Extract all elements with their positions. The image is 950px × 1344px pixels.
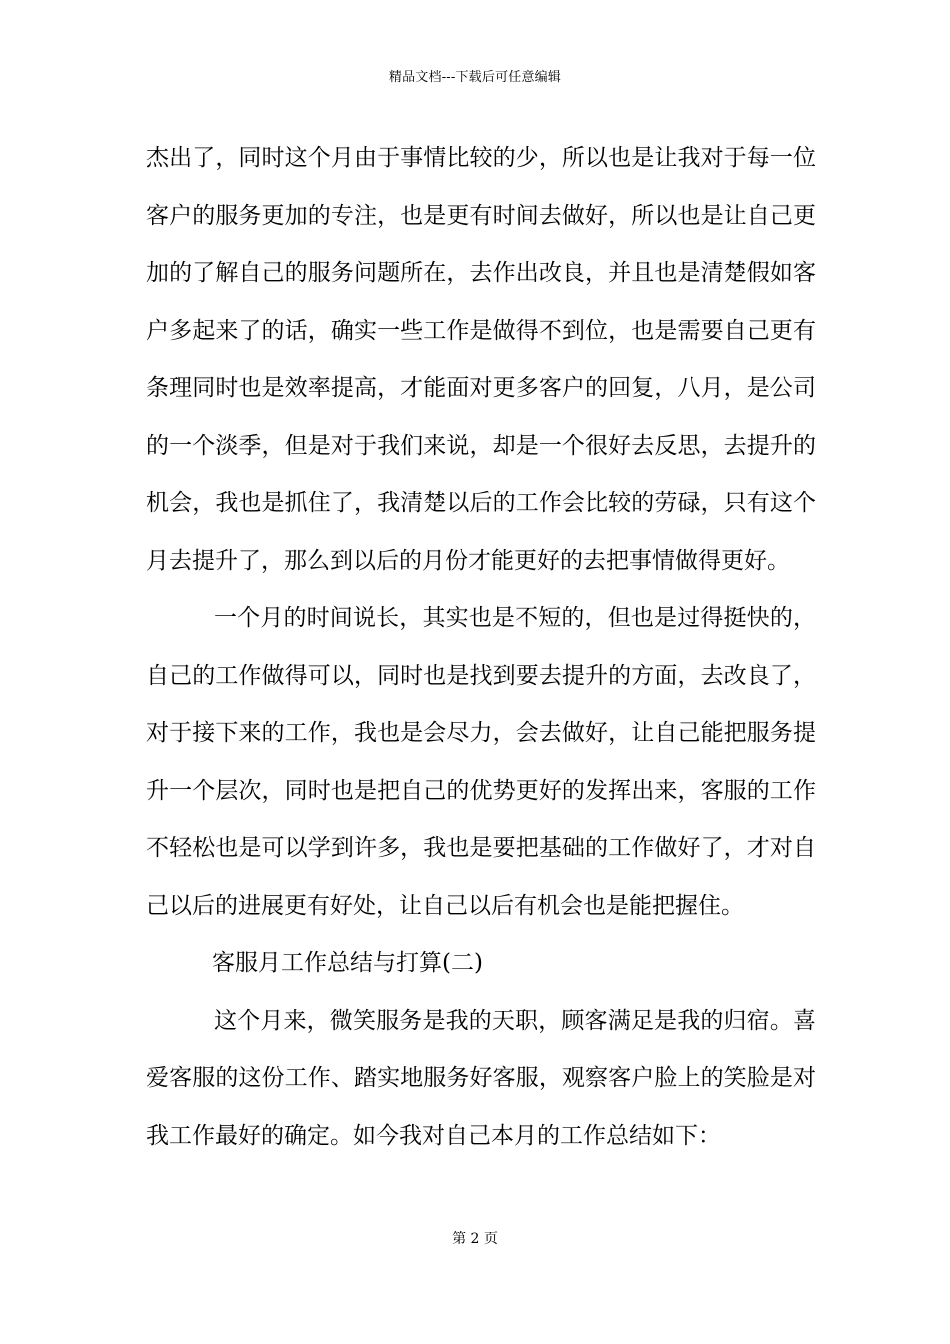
section-heading: 客服月工作总结与打算(二) bbox=[212, 950, 483, 976]
paragraph-continuation: 杰出了，同时这个月由于事情比较的少，所以也是让我对于每一位客户的服务更加的专注，也是更有时间去做好，所以也是让自己更加的了解自己的服务问题所在，去作出改良，并且也是清楚假如客户多起来了的话，确实一些工作是做得不到位，也是需要自己更有条理同时也是效率提高，才能面对更多客户的回复，八月，是公司的一个淡季，但是对于我们来说，却是一个很好去反思，去提升的机会，我也是抓住了，我清楚以后的工作会比较的劳碌，只有这个月去提升了，那么到以后的月份才能更好的去把事情做得更好。 bbox=[146, 145, 816, 574]
page-header: 精品文档---下载后可任意编辑 bbox=[388, 70, 562, 85]
page-number: 第 2 页 bbox=[452, 1231, 498, 1247]
document-body bbox=[146, 130, 816, 1165]
paragraph-summary: 一个月的时间说长，其实也是不短的，但也是过得挺快的，自己的工作做得可以，同时也是找到要去提升的方面，去改良了，对于接下来的工作，我也是会尽力，会去做好，让自己能把服务提升一个层次，同时也是把自己的优势更好的发挥出来，客服的工作不轻松也是可以学到许多，我也是要把基础的工作做好了，才对自己以后的进展更有好处，让自己以后有机会也是能把握住。 bbox=[146, 605, 816, 919]
paragraph-intro: 这个月来，微笑服务是我的天职，顾客满足是我的归宿。喜爱客服的这份工作、踏实地服务好客服，观察客户脸上的笑脸是对我工作最好的确定。如今我对自己本月的工作总结如下： bbox=[146, 1007, 816, 1149]
